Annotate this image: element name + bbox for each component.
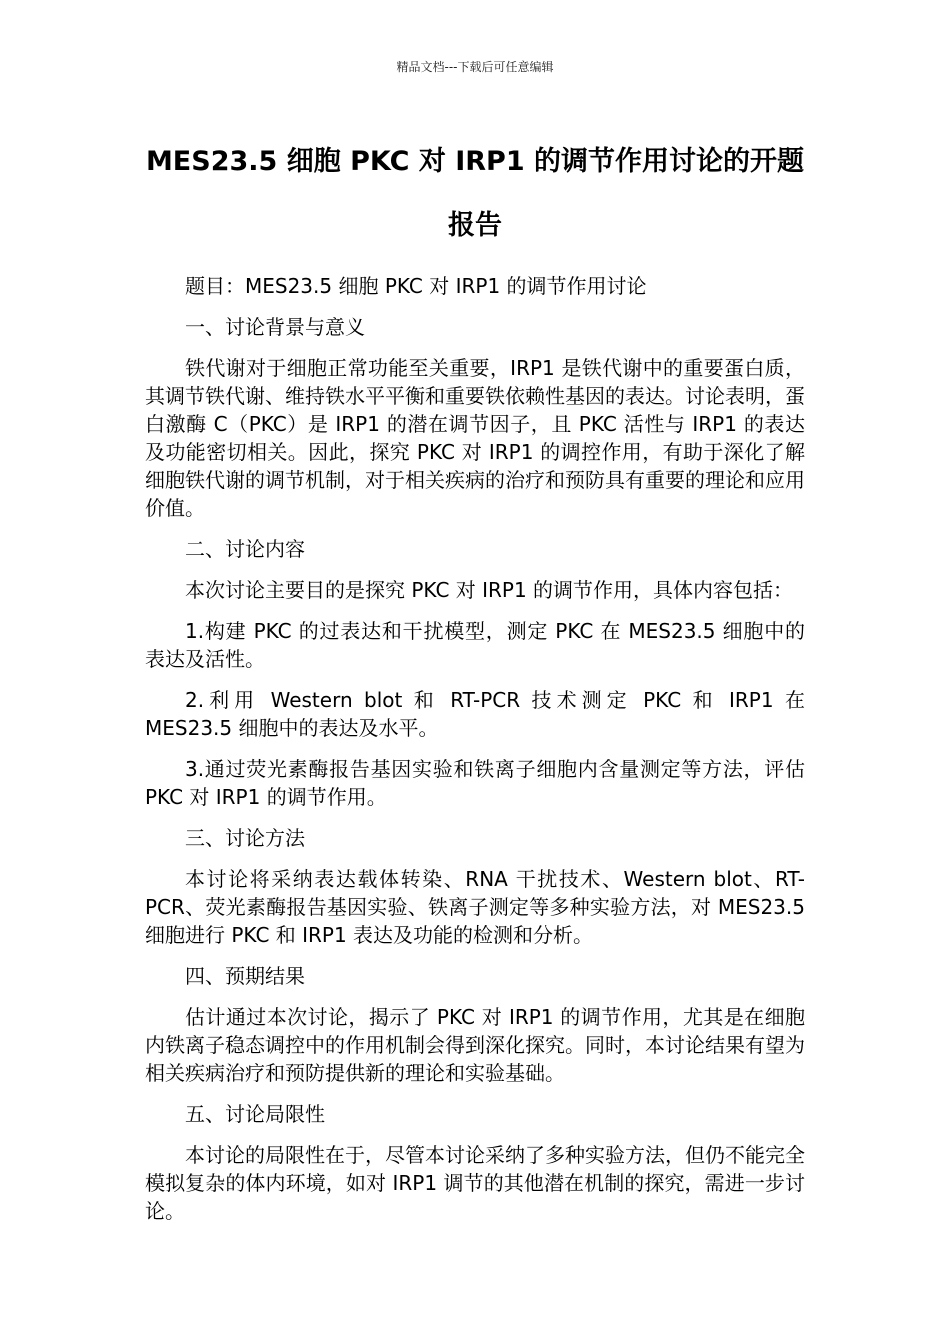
document-title: MES23.5 细胞 PKC 对 IRP1 的调节作用讨论的开题报告 [145, 146, 805, 241]
section-heading-background: 一、讨论背景与意义 [185, 315, 365, 339]
list-item-1: 1.构建 PKC 的过表达和干扰模型，测定 PKC 在 MES23.5 细胞中的表达及活性。 [145, 619, 805, 671]
list-item-2: 2.利用 Western blot 和 RT-PCR 技术测定 PKC 和 IRP1 在 MES23.5 细胞中的表达及水平。 [145, 688, 805, 740]
document-body [145, 272, 805, 1238]
section-heading-content: 二、讨论内容 [185, 537, 305, 561]
page-header: 精品文档---下载后可任意编辑 [396, 60, 554, 74]
paragraph-content-intro: 本次讨论主要目的是探究 PKC 对 IRP1 的调节作用，具体内容包括： [185, 578, 794, 602]
subject-line: 题目：MES23.5 细胞 PKC 对 IRP1 的调节作用讨论 [185, 274, 647, 298]
paragraph-limitations: 本讨论的局限性在于，尽管本讨论采纳了多种实验方法，但仍不能完全模拟复杂的体内环境，如对 IRP1 调节的其他潜在机制的探究，需进一步讨论。 [145, 1143, 805, 1223]
section-heading-results: 四、预期结果 [185, 964, 305, 988]
paragraph-results: 估计通过本次讨论，揭示了 PKC 对 IRP1 的调节作用，尤其是在细胞内铁离子稳态调控中的作用机制会得到深化探究。同时，本讨论结果有望为相关疾病治疗和预防提供新的理论和实验基础。 [145, 1005, 805, 1085]
section-heading-methods: 三、讨论方法 [185, 826, 305, 850]
list-item-3: 3.通过荧光素酶报告基因实验和铁离子细胞内含量测定等方法，评估 PKC 对 IRP1 的调节作用。 [145, 757, 805, 809]
section-heading-limitations: 五、讨论局限性 [185, 1102, 325, 1126]
paragraph-methods: 本讨论将采纳表达载体转染、RNA 干扰技术、Western blot、RT-PCR、荧光素酶报告基因实验、铁离子测定等多种实验方法，对 MES23.5 细胞进行 PKC 和 IRP1 表达及功能的检测和分析。 [145, 867, 805, 947]
paragraph-background: 铁代谢对于细胞正常功能至关重要，IRP1 是铁代谢中的重要蛋白质，其调节铁代谢、维持铁水平平衡和重要铁依赖性基因的表达。讨论表明，蛋白激酶 C（PKC）是 IRP1 的潜在调节因子，且 PKC 活性与 IRP1 的表达及功能密切相关。因此，探究 PKC 对 IRP1 的调控作用，有助于深化了解细胞铁代谢的调节机制，对于相关疾病的治疗和预防具有重要的理论和应用价值。 [145, 356, 805, 520]
